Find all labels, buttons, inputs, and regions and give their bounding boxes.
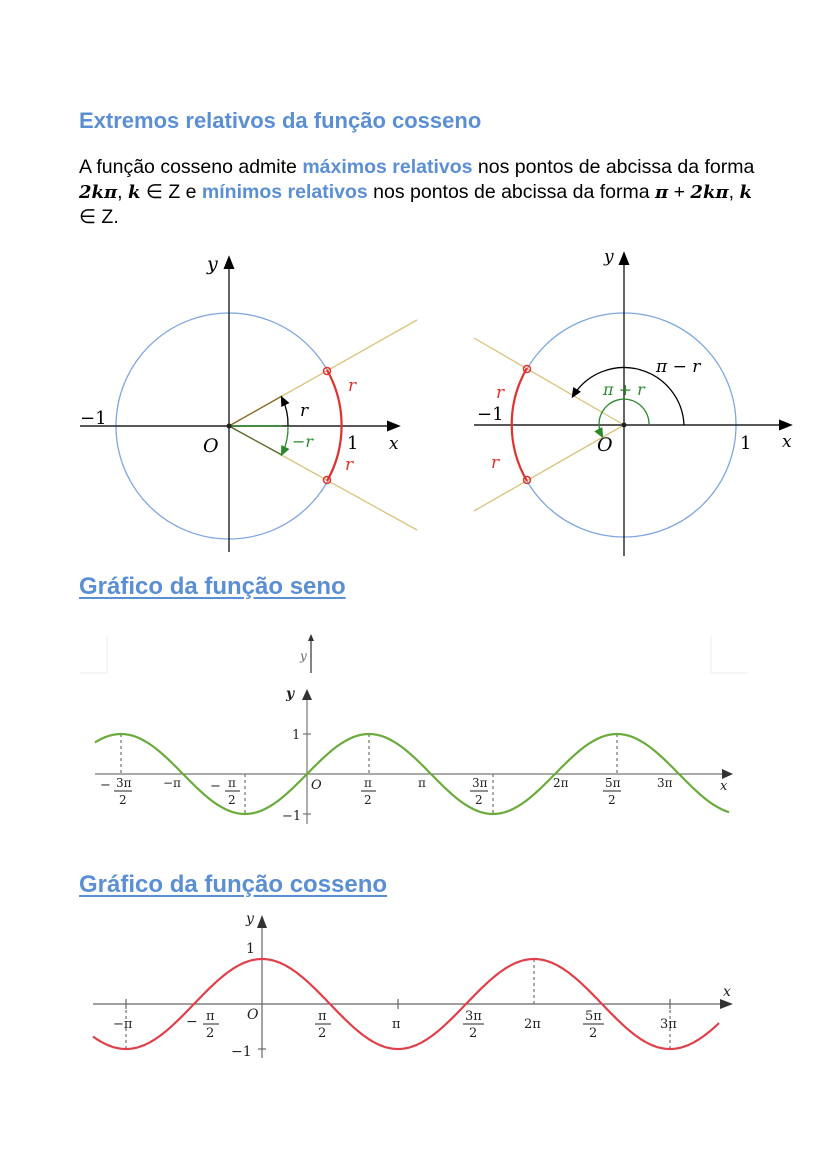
svg-text:3π: 3π	[116, 776, 132, 790]
section-title-seno: Gráfico da função seno	[79, 573, 346, 600]
right-x-label: x	[782, 432, 792, 452]
right-y-label: y	[604, 247, 614, 267]
left-minus-one-label: −1	[80, 408, 107, 429]
svg-text:2: 2	[469, 1026, 478, 1041]
sine-tick-2pi: 2π	[553, 776, 569, 790]
svg-text:2: 2	[318, 1026, 327, 1041]
svg-text:2: 2	[119, 793, 127, 807]
right-arc-bottom-r: r	[491, 453, 500, 473]
math-pi: π	[655, 182, 669, 203]
left-one-label: 1	[347, 433, 359, 454]
cos-tick-3pi: 3π	[660, 1017, 677, 1032]
cos-tick-negpi2: −	[186, 1014, 198, 1030]
cos-y-axis-label: y	[246, 911, 254, 927]
svg-text:2: 2	[608, 793, 616, 807]
cos-y-tick-1: 1	[246, 941, 255, 957]
left-arc-top-r: r	[348, 376, 357, 396]
text: ,	[117, 181, 129, 203]
faded-y-label: y	[300, 649, 307, 663]
cos-x-axis-label: x	[723, 984, 731, 1000]
math-2kpi: 2kπ	[79, 182, 118, 203]
highlight-minimos: mínimos relativos	[201, 181, 368, 203]
section-title-cosseno: Gráfico da função cosseno	[79, 871, 388, 898]
left-angle-r: r	[300, 401, 309, 421]
left-angle-neg-r: −r	[292, 432, 314, 451]
right-one-label: 1	[740, 433, 752, 454]
highlight-maximos: máximos relativos	[302, 156, 473, 178]
text: A função cosseno admite	[79, 156, 303, 178]
right-angle-pi-plus-r: π + r	[603, 380, 645, 399]
text: ,	[728, 181, 740, 203]
math-k: k	[739, 182, 752, 203]
cos-tick-negpi: −π	[113, 1017, 133, 1032]
svg-text:2: 2	[228, 793, 236, 807]
left-y-label: y	[207, 253, 218, 275]
right-origin-label: O	[597, 434, 613, 456]
cos-tick-pi2: π	[318, 1009, 327, 1024]
section-title-extremos: Extremos relativos da função cosseno	[79, 108, 482, 133]
svg-text:2: 2	[589, 1026, 598, 1041]
svg-text:π: π	[228, 776, 236, 790]
cos-origin: O	[247, 1007, 259, 1023]
sine-tick-5pi2: 5π	[605, 776, 621, 790]
math-2kpi: 2kπ	[690, 182, 729, 203]
cos-tick-3pi2: 3π	[465, 1009, 482, 1024]
sine-y-axis-label: y	[286, 686, 295, 702]
left-x-label: x	[389, 434, 399, 454]
svg-text:2: 2	[206, 1026, 215, 1041]
cos-y-tick-neg1: −1	[231, 1044, 252, 1060]
svg-text:2: 2	[475, 793, 483, 807]
sine-x-axis-label: x	[720, 779, 728, 794]
sine-y-tick-neg1: −1	[282, 809, 302, 824]
right-angle-pi-minus-r: π − r	[656, 357, 701, 377]
text: +	[668, 181, 691, 203]
left-arc-bottom-r: r	[345, 455, 354, 475]
text: nos pontos de abcissa da forma	[367, 181, 655, 203]
sine-y-tick-1: 1	[292, 728, 301, 743]
text: ∈ Z e	[140, 181, 202, 203]
cos-tick-5pi2: 5π	[585, 1009, 602, 1024]
sine-tick-negpi2: −	[210, 779, 221, 794]
sine-origin: O	[311, 778, 322, 793]
left-origin-label: O	[203, 435, 219, 457]
sine-tick-pi: π	[418, 776, 426, 790]
sine-tick-neg3pi2: −	[100, 778, 111, 793]
sine-tick-pi2: π	[364, 776, 372, 790]
text: nos pontos de abcissa da forma	[472, 156, 755, 178]
math-k: k	[128, 182, 141, 203]
svg-text:π: π	[206, 1009, 215, 1024]
sine-tick-3pi2: 3π	[472, 776, 488, 790]
svg-text:2: 2	[364, 793, 372, 807]
text: ∈ Z.	[79, 206, 119, 228]
sine-tick-3pi: 3π	[657, 776, 673, 790]
sine-tick-negpi: −π	[163, 776, 181, 790]
right-arc-top-r: r	[496, 383, 505, 403]
cos-tick-2pi: 2π	[524, 1017, 541, 1032]
cos-tick-pi: π	[392, 1017, 401, 1032]
right-minus-one-label: −1	[477, 404, 504, 425]
